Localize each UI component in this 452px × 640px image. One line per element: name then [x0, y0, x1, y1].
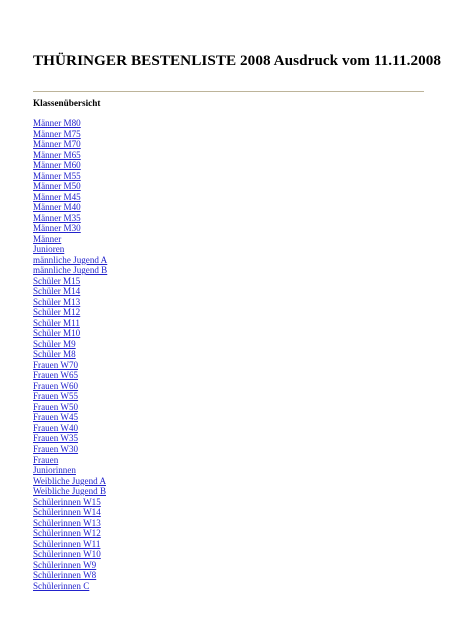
- class-list-item: [33, 486, 107, 497]
- class-list-item: [33, 202, 107, 213]
- class-list-item: [33, 370, 107, 381]
- class-list-item: [33, 276, 107, 287]
- class-link-schuelerinnen-w11[interactable]: Schülerinnen W11: [33, 538, 101, 549]
- class-link-maenner-m80[interactable]: Männer M80: [33, 118, 81, 128]
- class-list-item: [33, 139, 107, 150]
- class-link-schueler-m8[interactable]: Schüler M8: [33, 349, 76, 360]
- class-list-item: [33, 171, 107, 182]
- class-list-item: [33, 507, 107, 518]
- class-link-junioren[interactable]: Junioren: [33, 244, 65, 255]
- class-link-schueler-m15[interactable]: Schüler M15: [33, 275, 81, 286]
- class-link-maenner-m75[interactable]: Männer M75: [33, 128, 81, 139]
- class-list-item: [33, 129, 107, 140]
- class-list-item: [33, 391, 107, 402]
- class-link-schuelerinnen-w12[interactable]: Schülerinnen W12: [33, 528, 101, 539]
- class-list-item: [33, 160, 107, 171]
- class-link-weibliche-jugend-a[interactable]: Weibliche Jugend A: [33, 475, 107, 486]
- class-list-item: [33, 518, 107, 529]
- class-list-item: [33, 381, 107, 392]
- class-link-frauen-w60[interactable]: Frauen W60: [33, 380, 79, 391]
- class-list-item: [33, 455, 107, 466]
- class-list-item: [33, 570, 107, 581]
- class-list-item: [33, 339, 107, 350]
- class-list-item: [33, 328, 107, 339]
- class-link-maenner-m40[interactable]: Männer M40: [33, 202, 81, 213]
- class-link-frauen-w30[interactable]: Frauen W30: [33, 443, 79, 454]
- class-link-maenner-m65[interactable]: Männer M65: [33, 149, 81, 160]
- class-link-frauen[interactable]: Frauen: [33, 454, 59, 465]
- class-link-frauen-w45[interactable]: Frauen W45: [33, 412, 79, 423]
- page-title: THÜRINGER BESTENLISTE 2008 Ausdruck vom 11.11.2008: [33, 52, 442, 69]
- class-link-schuelerinnen-w8[interactable]: Schülerinnen W8: [33, 570, 97, 581]
- class-link-maenner-m50[interactable]: Männer M50: [33, 181, 81, 192]
- class-link-maenner-m55[interactable]: Männer M55: [33, 170, 81, 181]
- class-list-item: [33, 549, 107, 560]
- class-link-maenner-m30[interactable]: Männer M30: [33, 223, 81, 234]
- class-list-item: [33, 213, 107, 224]
- class-list-item: [33, 297, 107, 308]
- class-list-item: [33, 433, 107, 444]
- class-list-item: [33, 307, 107, 318]
- class-link-schuelerinnen-c[interactable]: Schülerinnen C: [33, 580, 90, 591]
- class-link-schueler-m11[interactable]: Schüler M11: [33, 317, 80, 328]
- class-list-item: [33, 412, 107, 423]
- class-list-item: [33, 444, 107, 455]
- class-list-item: [33, 181, 107, 192]
- class-list-item: [33, 423, 107, 434]
- class-link-maenner-m35[interactable]: Männer M35: [33, 212, 81, 223]
- class-list-item: [33, 402, 107, 413]
- class-list-item: [33, 118, 107, 129]
- class-list-item: [33, 497, 107, 508]
- class-link-schueler-m14[interactable]: Schüler M14: [33, 286, 81, 297]
- class-link-schueler-m12[interactable]: Schüler M12: [33, 307, 81, 318]
- class-link-frauen-w65[interactable]: Frauen W65: [33, 370, 79, 381]
- class-list-item: [33, 581, 107, 592]
- section-heading-class-overview: Klassenübersicht: [33, 98, 101, 108]
- class-list-item: [33, 318, 107, 329]
- class-link-frauen-w70[interactable]: Frauen W70: [33, 359, 79, 370]
- class-link-frauen-w40[interactable]: Frauen W40: [33, 422, 79, 433]
- class-link-schueler-m13[interactable]: Schüler M13: [33, 296, 81, 307]
- class-list-item: [33, 234, 107, 245]
- class-list: [33, 118, 107, 591]
- class-list-item: [33, 528, 107, 539]
- class-link-schuelerinnen-w9[interactable]: Schülerinnen W9: [33, 559, 97, 570]
- class-list-item: [33, 265, 107, 276]
- class-link-maenner[interactable]: Männer: [33, 233, 62, 244]
- class-list-item: [33, 223, 107, 234]
- class-link-schuelerinnen-w10[interactable]: Schülerinnen W10: [33, 549, 101, 560]
- title-divider: [33, 91, 424, 92]
- class-link-schueler-m9[interactable]: Schüler M9: [33, 338, 76, 349]
- class-link-maenner-m60[interactable]: Männer M60: [33, 160, 81, 171]
- class-link-frauen-w35[interactable]: Frauen W35: [33, 433, 79, 444]
- class-list-item: [33, 255, 107, 266]
- class-link-maenner-m70[interactable]: Männer M70: [33, 139, 81, 150]
- class-list-item: [33, 150, 107, 161]
- class-link-weibliche-jugend-b[interactable]: Weibliche Jugend B: [33, 486, 107, 497]
- class-link-frauen-w50[interactable]: Frauen W50: [33, 401, 79, 412]
- class-list-item: [33, 286, 107, 297]
- class-list-item: [33, 465, 107, 476]
- class-list-item: [33, 244, 107, 255]
- class-link-schuelerinnen-w14[interactable]: Schülerinnen W14: [33, 507, 101, 518]
- class-link-juniorinnen[interactable]: Juniorinnen: [33, 465, 76, 476]
- class-link-frauen-w55[interactable]: Frauen W55: [33, 391, 79, 402]
- class-link-schueler-m10[interactable]: Schüler M10: [33, 328, 81, 339]
- class-list-item: [33, 539, 107, 550]
- class-list-item: [33, 349, 107, 360]
- class-link-maennliche-jugend-a[interactable]: männliche Jugend A: [33, 254, 108, 265]
- class-link-maennliche-jugend-b[interactable]: männliche Jugend B: [33, 265, 108, 276]
- class-link-maenner-m45[interactable]: Männer M45: [33, 191, 81, 202]
- class-link-schuelerinnen-w13[interactable]: Schülerinnen W13: [33, 517, 101, 528]
- class-link-schuelerinnen-w15[interactable]: Schülerinnen W15: [33, 496, 101, 507]
- class-list-item: [33, 360, 107, 371]
- class-list-item: [33, 192, 107, 203]
- class-list-item: [33, 560, 107, 571]
- class-list-item: [33, 476, 107, 487]
